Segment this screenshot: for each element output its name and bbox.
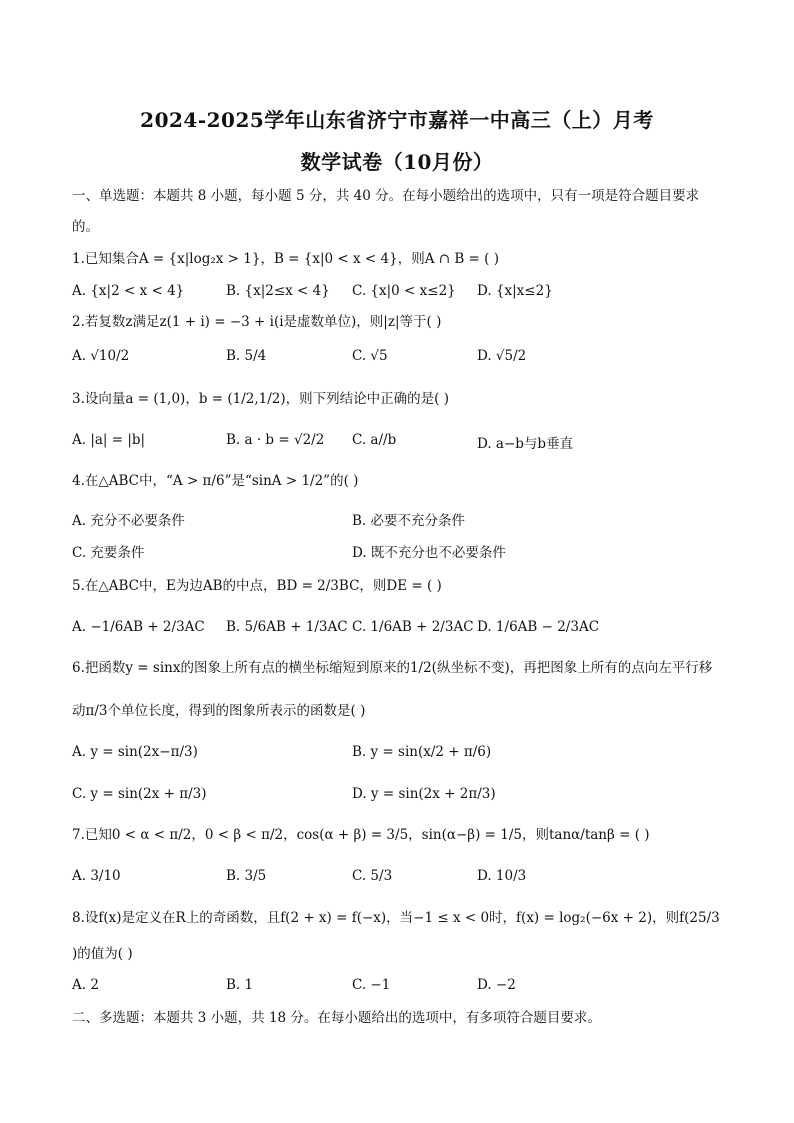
q2-stem: 2.若复数z满足z(1 + i) = −3 + i(i是虚数单位)，则|z|等于( ) [72,314,442,330]
q8-stem-line1: 8.设f(x)是定义在R上的奇函数，且f(2 + x) = f(−x)，当−1 ≤ x < 0时，f(x) = log₂(−6x + 2)，则f(25/3 [72,910,720,926]
q5-stem: 5.在△ABC中，E为边AB的中点，BD = 2/3BC，则DE = ( ) [72,578,442,594]
q3-stem: 3.设向量a = (1,0)，b = (1/2,1/2)，则下列结论中正确的是( ) [72,391,449,407]
q1-option-a: A. {x|2 < x < 4} [72,283,185,299]
q2-option-b: B. 5/4 [226,348,267,364]
q7-option-d: D. 10/3 [477,868,527,884]
q3-option-a: A. |a| = |b| [72,432,146,448]
page-subtitle: 数学试卷（10月份） [300,150,494,174]
q2-option-c: C. √5 [352,348,388,364]
section1-heading-cont: 的。 [72,219,99,235]
section2-heading: 二、多选题：本题共 3 小题，共 18 分。在每小题给出的选项中，有多项符合题目要求。 [72,1010,601,1026]
q3-option-b: B. a · b = √2/2 [226,432,325,448]
q6-option-d: D. y = sin(2x + 2π/3) [352,786,496,802]
q5-option-c: C. 1/6AB + 2/3AC [352,619,474,635]
q7-option-c: C. 5/3 [352,868,393,884]
q4-option-d: D. 既不充分也不必要条件 [352,545,506,561]
q6-stem-line1: 6.把函数y = sinx的图象上所有点的横坐标缩短到原来的1/2(纵坐标不变)，再把图象上所有的点向左平行移 [72,660,713,676]
q1-option-c: C. {x|0 < x≤2} [352,283,456,299]
q6-option-a: A. y = sin(2x−π/3) [72,744,198,760]
q8-option-b: B. 1 [226,977,254,993]
q1-option-b: B. {x|2≤x < 4} [226,283,330,299]
page-title: 2024-2025学年山东省济宁市嘉祥一中高三（上）月考 [140,108,654,132]
q5-option-b: B. 5/6AB + 1/3AC [226,619,348,635]
q2-option-d: D. √5/2 [477,348,527,364]
q8-option-d: D. −2 [477,977,516,993]
q6-option-b: B. y = sin(x/2 + π/6) [352,744,492,760]
q1-option-d: D. {x|x≤2} [477,283,553,299]
q6-option-c: C. y = sin(2x + π/3) [72,786,207,802]
q7-option-b: B. 3/5 [226,868,267,884]
q5-option-a: A. −1/6AB + 2/3AC [72,619,205,635]
q5-option-d: D. 1/6AB − 2/3AC [477,619,600,635]
q1-stem: 1.已知集合A = {x|log₂x > 1}，B = {x|0 < x < 4}，则A ∩ B = ( ) [72,251,499,267]
q6-stem-line2: 动π/3个单位长度，得到的图象所表示的函数是( ) [72,703,366,719]
q3-option-d: D. a−b与b垂直 [477,436,574,452]
q4-stem: 4.在△ABC中，“A > π/6”是“sinA > 1/2”的( ) [72,473,359,489]
q4-option-a: A. 充分不必要条件 [72,513,185,529]
q8-stem-line2: )的值为( ) [72,946,133,962]
section1-heading: 一、单选题：本题共 8 小题，每小题 5 分，共 40 分。在每小题给出的选项中，只有一项是符合题目要求 [72,188,700,204]
q4-option-c: C. 充要条件 [72,545,145,561]
q8-option-a: A. 2 [72,977,99,993]
q4-option-b: B. 必要不充分条件 [352,513,466,529]
q7-stem: 7.已知0 < α < π/2，0 < β < π/2，cos(α + β) = 3/5，sin(α−β) = 1/5，则tanα/tanβ = ( ) [72,827,650,843]
q8-option-c: C. −1 [352,977,391,993]
q3-option-c: C. a//b [352,432,397,448]
q7-option-a: A. 3/10 [72,868,121,884]
q2-option-a: A. √10/2 [72,348,130,364]
